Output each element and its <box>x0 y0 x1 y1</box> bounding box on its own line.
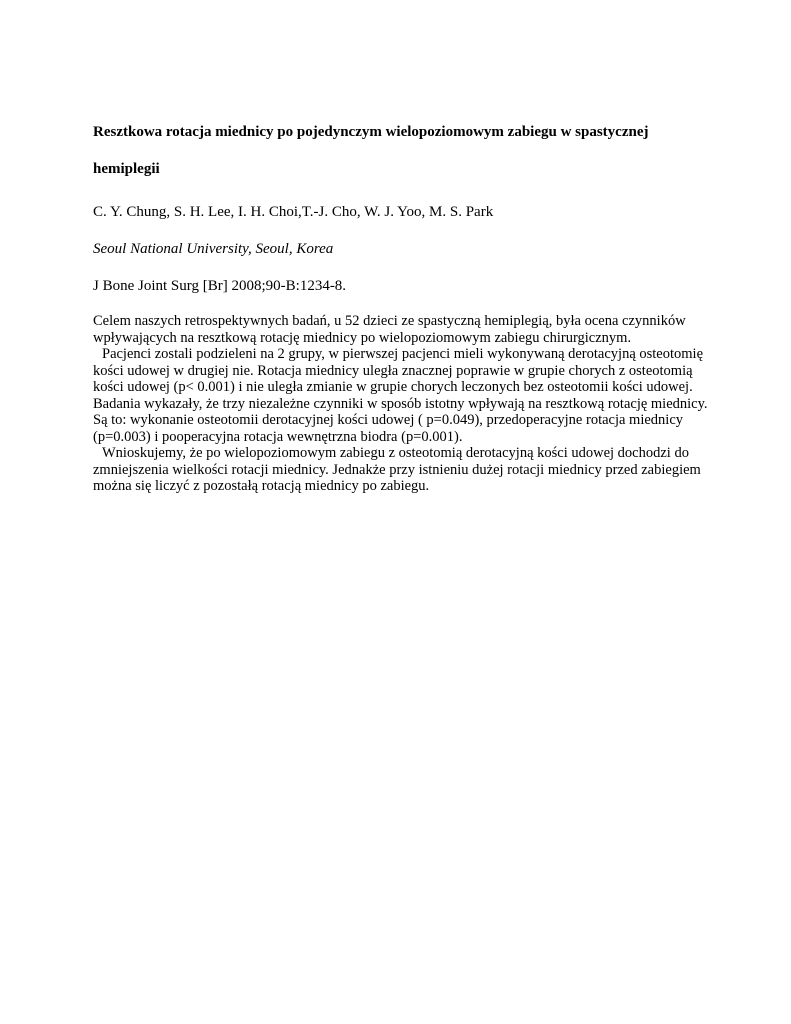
article-title: Resztkowa rotacja miednicy po pojedynczym wielopoziomowym zabiegu w spastycznej hemiplegii <box>93 124 649 177</box>
article-authors: C. Y. Chung, S. H. Lee, I. H. Choi,T.-J. Cho, W. J. Yoo, M. S. Park <box>93 204 494 220</box>
article-abstract <box>93 313 713 495</box>
article-body <box>93 114 713 495</box>
article-citation: J Bone Joint Surg [Br] 2008;90-B:1234-8. <box>93 278 347 294</box>
abstract-paragraph-results: Pacjenci zostali podzieleni na 2 grupy, w pierwszej pacjenci mieli wykonywaną derotacyjną osteotomię kości udowej w drugiej nie. Rotacja miednicy uległa znacznej poprawie w grupie chorych z osteotomią kości udowej (p< 0.001) i nie uległa zmianie w grupie chorych leczonych bez osteotomii kości udowej. Badania wykazały, że trzy niezależne czynniki w sposób istotny wpływają na resztkową rotację miednicy. Są to: wykonanie osteotomii derotacyjnej kości udowej ( p=0.049), przedoperacyjne rotacja miednicy (p=0.003) i pooperacyjna rotacja wewnętrzna biodra (p=0.001). <box>93 346 708 445</box>
abstract-paragraph-aim: Celem naszych retrospektywnych badań, u 52 dzieci ze spastyczną hemiplegią, była ocena czynników wpływających na resztkową rotację miednicy po wielopoziomowym zabiegu chirurgicznym. <box>93 313 686 346</box>
abstract-paragraph-conclusion: Wnioskujemy, że po wielopoziomowym zabiegu z osteotomią derotacyjną kości udowej dochodzi do zmniejszenia wielkości rotacji miednicy. Jednakże przy istnieniu dużej rotacji miednicy przed zabiegiem można się liczyć z pozostałą rotacją miednicy po zabiegu. <box>93 445 701 494</box>
article-affiliation: Seoul National University, Seoul, Korea <box>93 241 334 257</box>
